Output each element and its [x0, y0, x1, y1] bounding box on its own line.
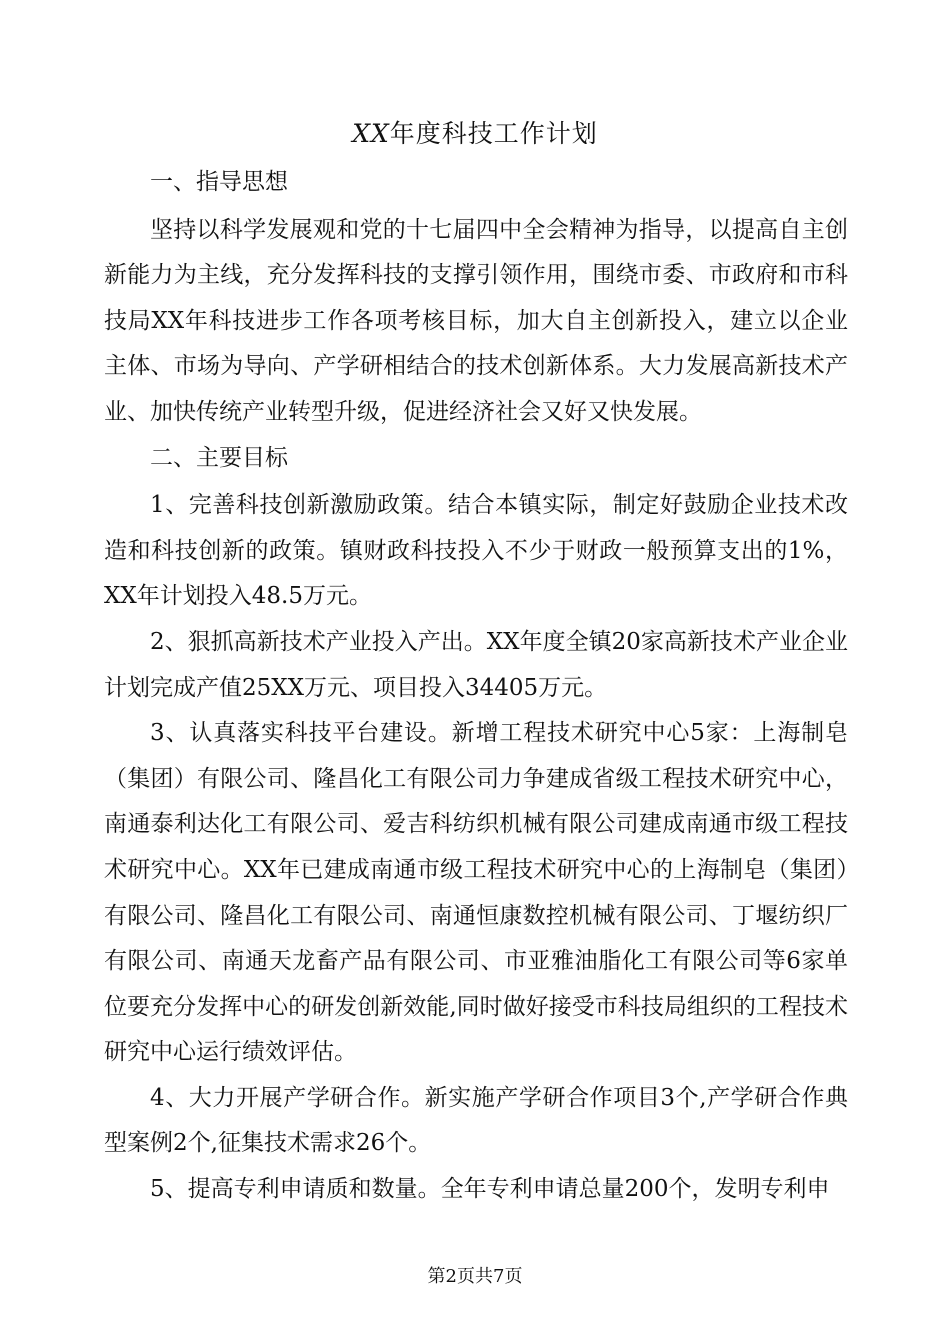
paragraph-guiding-thought: 坚持以科学发展观和党的十七届四中全会精神为指导，以提高自主创新能力为主线，充分发挥科技的支撑引领作用，围绕市委、市政府和市科技局XX年科技进步工作各项考核目标，加大自主创新投入，建立以企业主体、市场为导向、产学研相结合的技术创新体系。大力发展高新技术产业、加快传统产业转型升级，促进经济社会又好又快发展。	[104, 216, 848, 425]
page-number-footer: 第2页共7页	[427, 1266, 523, 1287]
section-heading-guiding-thought: 一、指导思想	[150, 169, 288, 195]
paragraph-goal-1: 1、完善科技创新激励政策。结合本镇实际，制定好鼓励企业技术改造和科技创新的政策。镇财政科技投入不少于财政一般预算支出的1%，XX年计划投入48.5万元。	[104, 492, 848, 610]
paragraph-goal-4: 4、大力开展产学研合作。新实施产学研合作项目3个,产学研合作典型案例2个,征集技术需求26个。	[104, 1084, 848, 1157]
title-year-placeholder: XX	[352, 119, 390, 148]
paragraph-goal-3: 3、认真落实科技平台建设。新增工程技术研究中心5家：上海制皂（集团）有限公司、隆昌化工有限公司力争建成省级工程技术研究中心，南通泰利达化工有限公司、爱吉科纺织机械有限公司建成南通市级工程技术研究中心。XX年已建成南通市级工程技术研究中心的上海制皂（集团）有限公司、隆昌化工有限公司、南通恒康数控机械有限公司、丁堰纺织厂有限公司、南通天龙畜产品有限公司、市亚雅油脂化工有限公司等6家单位要充分发挥中心的研发创新效能,同时做好接受市科技局组织的工程技术研究中心运行绩效评估。	[104, 720, 848, 1066]
title-text: 年度科技工作计划	[389, 119, 598, 148]
paragraph-goal-5: 5、提高专利申请质和数量。全年专利申请总量200个，发明专利申	[150, 1176, 830, 1203]
document-title	[0, 114, 950, 154]
paragraph-goal-2: 2、狠抓高新技术产业投入产出。XX年度全镇20家高新技术产业企业计划完成产值25XX万元、项目投入34405万元。	[104, 628, 848, 701]
section-heading-main-goals: 二、主要目标	[150, 444, 288, 471]
document-body	[104, 160, 848, 1213]
